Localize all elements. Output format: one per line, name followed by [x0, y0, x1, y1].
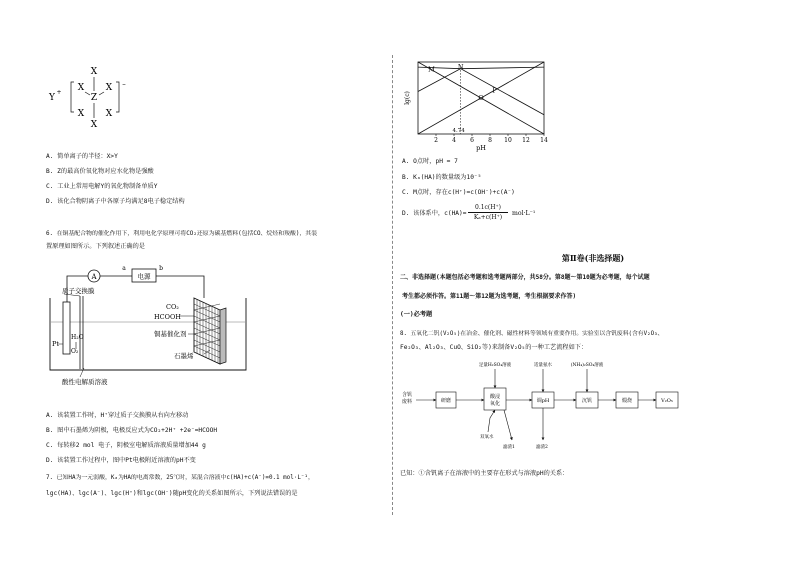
q8-line2: Fe₂O₃、Al₂O₃、CuO、SiO₂等)来制备V₂O₅的一种工艺流程如下：	[400, 344, 588, 351]
q7-line1: 7. 已知HA为一元弱酸，Kₐ为HA的电离常数，25℃时，某混合溶液中c(HA)+c(A⁻)=0.1 mol·L⁻¹，	[46, 475, 314, 481]
struct-left-x: X	[77, 83, 85, 93]
struct-bottom-x: X	[90, 120, 98, 130]
q5-option-c: C. 工业上常用电解Y的氧化物制备单质Y	[46, 183, 158, 190]
x-tick-label-12: 12	[522, 137, 530, 144]
lgc-ph-chart	[400, 54, 550, 152]
flow-reagent-acid: 足量H₂SO₄溶液	[478, 363, 512, 368]
q6-stem-line1: 6. 在铜基配合物的催化作用下，利用电化学原理可将CO₂还原为碳基燃料(包括CO、烷烃和羧酸)，其装	[46, 231, 318, 237]
flow-product: V₂O₅	[661, 398, 673, 404]
q6-option-a: A. 该装置工作时，H⁺穿过质子交换膜从右向左移动	[46, 412, 189, 419]
power-source-label: 电源	[137, 272, 151, 281]
point-label-N: N	[457, 63, 464, 72]
section2-title: 第Ⅱ卷(非选择题)	[561, 253, 625, 263]
fraction-denominator: Kₐ+c(H⁺)	[473, 214, 503, 221]
terminal-b: b	[159, 265, 163, 272]
q7-option-a: A. O点时，pH = 7	[402, 158, 458, 165]
x-tick-label-2: 2	[434, 137, 438, 144]
q7-option-b: B. Kₐ(HA)的数量级为10⁻⁵	[402, 174, 482, 181]
terminal-a: a	[122, 265, 126, 272]
q7-option-d-prefix: D. 该体系中，c(HA)=	[402, 210, 467, 217]
struct-anion-charge: –	[122, 80, 126, 88]
hcooh-label: HCOOH	[154, 313, 181, 321]
required-section: (一)必考题	[400, 311, 433, 318]
q7-option-c: C. M点时，存在c(H⁺)=c(OH⁻)+c(A⁻)	[402, 189, 515, 196]
flow-raw-line1: 含钒	[402, 392, 413, 398]
known-note: 已知：①含钒离子在溶液中的主要存在形式与溶液pH的关系：	[400, 470, 569, 477]
struct-cation: Y	[49, 93, 55, 103]
q6-option-d: D. 该装置工作过程中，图中Pt电极附近溶液的pH不变	[46, 457, 196, 464]
pt-label: Pt	[52, 340, 59, 348]
chart-ylabel: lg(c)	[404, 91, 411, 105]
fraction-numerator: 0.1c(H⁺)	[468, 203, 508, 213]
q5-option-d: D. 该化合物阴离子中各原子均满足8电子稳定结构	[46, 198, 185, 205]
chart-xlabel: pH	[476, 144, 486, 152]
point-label-M: M	[428, 65, 435, 74]
membrane-label: 质子交换膜	[62, 287, 95, 295]
struct-cation-charge: +	[56, 89, 62, 96]
flow-reagent-nh4: (NH₄)₂SO₄溶液	[570, 363, 604, 368]
point-label-P: P	[492, 86, 497, 95]
section2-intro-line2: 考生都必须作答。第11题～第12题为选考题，考生根据要求作答)	[402, 293, 577, 300]
q7-option-d-fraction	[468, 203, 508, 222]
q6-stem-line2: 置原理如图所示。下列叙述正确的是	[46, 243, 145, 250]
h2o-label: H₂O	[71, 334, 84, 341]
q5-option-a: A. 简单离子的半径：X>Y	[46, 153, 118, 160]
struct-center: Z	[90, 93, 98, 103]
anion-structure-figure	[40, 60, 150, 132]
section2-intro-line1: 二、非选择题(本题包括必考题和选考题两部分，共58分。第8题～第10题为必考题，每个试题	[400, 274, 650, 281]
left-column	[0, 0, 392, 562]
q7-line2: lgc(HA)、lgc(A⁻)、lgc(H⁺)和lgc(OH⁻)随pH变化的关系如图所示，下列说法错误的是	[46, 490, 298, 497]
copper-catalyst-grid	[194, 298, 226, 364]
ammeter-label: A	[91, 273, 97, 281]
catalyst-label: 铜基催化剂	[154, 330, 187, 338]
q6-option-c: C. 每转移2 mol 电子，阴极室电解质溶液质量增加44 g	[46, 442, 206, 449]
flow-acid-line1: 酸浸	[489, 394, 501, 400]
o2-label: O₂	[71, 348, 79, 355]
x-tick-label-14: 14	[540, 137, 548, 144]
flow-precip: 沉钒	[581, 398, 593, 404]
marked-x-label: 4.74	[452, 128, 465, 134]
x-tick-label-4: 4	[452, 137, 456, 144]
pt-electrode	[63, 302, 70, 354]
electrolyte-label: 酸性电解质溶液	[62, 378, 108, 386]
flow-reagent-ammonia: 适量氨水	[534, 363, 552, 368]
flow-adjust: 调pH	[536, 398, 550, 404]
flow-residue2: 滤渣2	[536, 445, 548, 450]
x-tick-label-6: 6	[470, 137, 474, 144]
electrolysis-diagram	[44, 258, 264, 390]
x-tick-label-10: 10	[504, 137, 512, 144]
flow-peroxide: 双氧水	[480, 435, 494, 440]
co2-label: CO₂	[166, 303, 179, 311]
struct-top-x: X	[90, 67, 98, 77]
struct-right-x: X	[105, 83, 113, 93]
flow-raw-line2: 废料	[402, 399, 413, 405]
flow-grind: 研磨	[440, 398, 452, 404]
flow-acid-line2: 氧化	[489, 401, 501, 407]
right-column	[392, 0, 794, 562]
q7-option-d-suffix: mol·L⁻¹	[512, 210, 536, 217]
graphene-label: 石墨烯	[174, 352, 194, 360]
point-label-O: O	[478, 94, 484, 102]
x-tick-label-8: 8	[488, 137, 492, 144]
q6-option-b: B. 图中石墨烯为阴极，电极反应式为CO₂+2H⁺ +2e⁻=HCOOH	[46, 427, 218, 434]
flow-calcine: 煅烧	[621, 398, 633, 404]
process-flow-diagram	[400, 358, 700, 454]
q8-line1: 8. 五氧化二钒(V₂O₅)在冶金、催化剂、磁性材料等领域有重要作用。实验室以含钒废料(含有V₂O₃、	[400, 331, 664, 337]
struct-bottom-left-x: X	[77, 109, 85, 119]
flow-residue1: 滤渣1	[503, 445, 515, 450]
q5-option-b: B. Z的最高价氧化物对应水化物是强酸	[46, 168, 154, 175]
struct-bottom-right-x: X	[105, 109, 113, 119]
